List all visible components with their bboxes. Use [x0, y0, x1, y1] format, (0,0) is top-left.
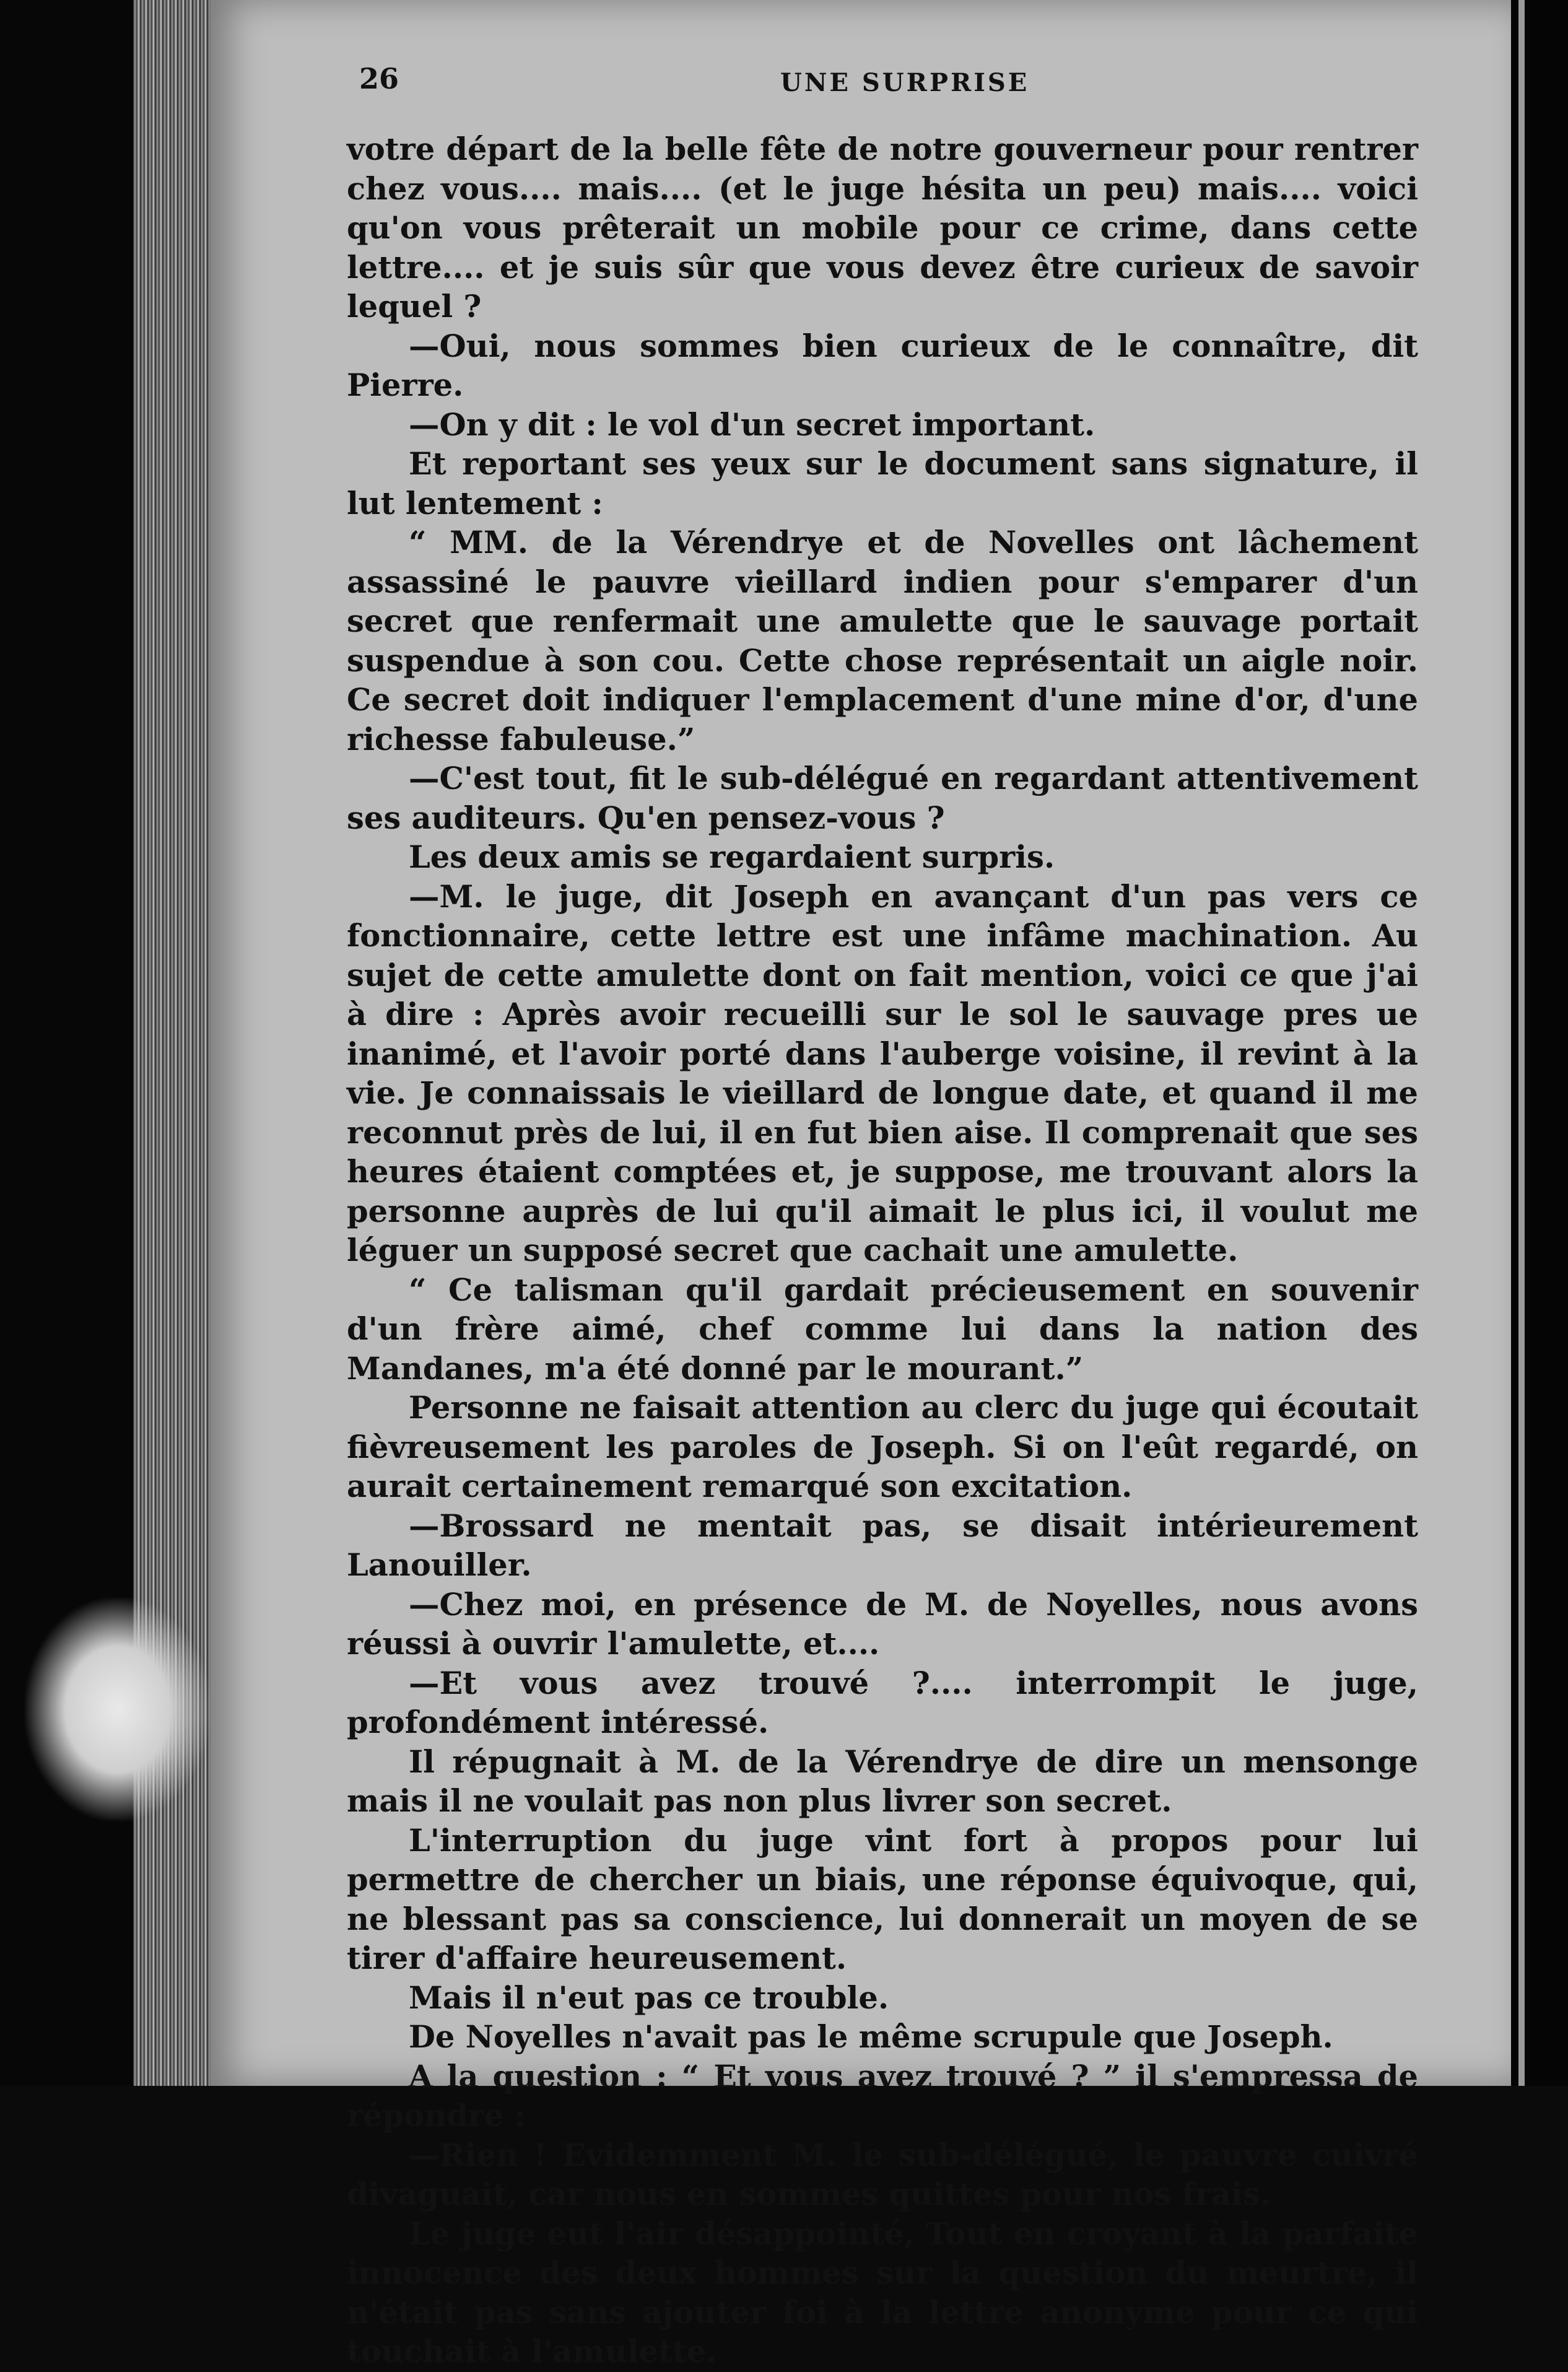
paragraph: —C'est tout, fit le sub-délégué en regardant attentivement ses auditeurs. Qu'en pensez-vous ?: [347, 761, 1418, 836]
paragraph: “ Ce talisman qu'il gardait précieusement en souvenir d'un frère aimé, chef comme lui dans la nation des Mandanes, m'a été donné par le mourant.”: [347, 1271, 1418, 1387]
edge-rule: [1518, 0, 1525, 2086]
paragraph: Les deux amis se regardaient surpris.: [409, 839, 1055, 875]
paragraph: Et reportant ses yeux sur le document sans signature, il lut lentement :: [347, 446, 1418, 521]
paragraph: Personne ne faisait attention au clerc du juge qui écoutait fièvreusement les paroles de Joseph. Si on l'eût regardé, on aurait certainement remarqué son excitation.: [347, 1390, 1418, 1504]
paragraph: L'interruption du juge vint fort à propos pour lui permettre de chercher un biais, une réponse équivoque, qui, ne blessant pas sa conscience, lui donnerait un moyen de se tirer d'affaire heureusement.: [347, 1822, 1418, 1976]
paragraph: —Rien ! Evidemment M. le sub-délégué, le pauvre cuivré divaguait, car nous en sommes quittes pour nos frais.: [347, 2137, 1418, 2212]
paragraph: —Oui, nous sommes bien curieux de le connaître, dit Pierre.: [347, 328, 1418, 403]
running-title: UNE SURPRISE: [780, 68, 1030, 97]
facing-page-edge: [1511, 0, 1568, 2086]
page-header: [359, 62, 1387, 118]
paragraph: Mais il n'eut pas ce trouble.: [409, 1979, 889, 2016]
body-text: [347, 130, 1418, 2372]
paper-stain: [25, 1598, 211, 1821]
paragraph: —M. le juge, dit Joseph en avançant d'un pas vers ce fonctionnaire, cette lettre est une infâme machination. Au sujet de cette amulette dont on fait mention, voici ce que j'ai à dire : Après avoir recueilli sur le sol le sauvage pres ue inanimé, et l'avoir porté dans l'auberge voisine, il revint à la vie. Je connaissais le vieillard de longue date, et quand il me reconnut près de lui, il en fut bien aise. Il comprenait que ses heures étaient comptées et, je suppose, me trouvant alors la personne auprès de lui qu'il aimait le plus ici, il voulut me léguer un supposé secret que cachait une amulette.: [347, 878, 1418, 1268]
paragraph: Le juge eut l'air désappointé, Tout en croyant à la parfaite innocence des deux hommes sur la question du meurtre, il n'était pas sans ajouter foi à la lettre anonyme pour ce qui touchait à l'amulette.: [347, 2215, 1418, 2370]
paragraph: —Brossard ne mentait pas, se disait intérieurement Lanouiller.: [347, 1507, 1418, 1583]
paragraph: —Et vous avez trouvé ?.... interrompit le juge, profondément intéressé.: [347, 1665, 1418, 1740]
paragraph: Il répugnait à M. de la Vérendrye de dire un mensonge mais il ne voulait pas non plus livrer son secret.: [347, 1743, 1418, 1819]
paragraph: A la question : “ Et vous avez trouvé ? ” il s'empressa de répondre :: [347, 2058, 1418, 2134]
paragraph: votre départ de la belle fête de notre gouverneur pour rentrer chez vous.... mais.... (et le juge hésita un peu) mais.... voici qu'on vous prêterait un mobile pour ce crime, dans cette lettre.... et je suis sûr que vous devez être curieux de savoir lequel ?: [347, 131, 1418, 325]
paragraph: —On y dit : le vol d'un secret important.: [409, 406, 1095, 443]
paragraph: De Noyelles n'avait pas le même scrupule que Joseph.: [409, 2019, 1333, 2055]
page-number: 26: [359, 62, 399, 95]
paragraph: “ MM. de la Vérendrye et de Novelles ont lâchement assassiné le pauvre vieillard indien pour s'emparer d'un secret que renfermait une amulette que le sauvage portait suspendue à son cou. Cette chose représentait un aigle noir. Ce secret doit indiquer l'emplacement d'une mine d'or, d'une richesse fabuleuse.”: [347, 525, 1418, 757]
paragraph: —Chez moi, en présence de M. de Noyelles, nous avons réussi à ouvrir l'amulette, et....: [347, 1586, 1418, 1662]
